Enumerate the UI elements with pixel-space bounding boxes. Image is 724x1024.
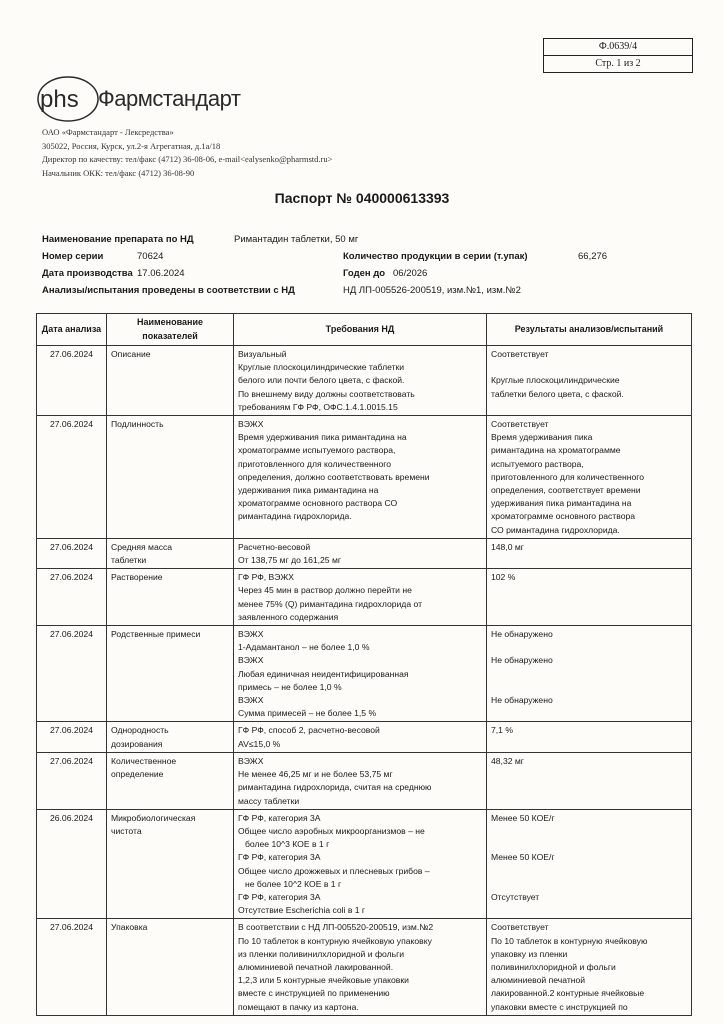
nd-requirement-line: По внешнему виду должны соответствовать (238, 388, 415, 399)
indicator-name-line: Растворение (111, 572, 163, 583)
test-result (487, 809, 692, 919)
nd-requirement (234, 416, 487, 539)
indicator-name (107, 416, 234, 539)
analysis-date: 27.06.2024 (37, 919, 107, 1015)
analysis-date: 27.06.2024 (37, 752, 107, 809)
company-address: 305022, Россия, Курск, ул.2-я Агрегатная, д.1а/18 (42, 140, 221, 151)
expiry-label: Годен до (343, 268, 386, 279)
quality-director-contact: Директор по качеству: тел/факс (4712) 36-08-06, e-mail<ealysenko@pharmstd.ru> (42, 154, 333, 164)
test-result-line: Менее 50 КОЕ/г (491, 812, 555, 823)
table-row (37, 569, 692, 626)
analysis-date: 27.06.2024 (37, 346, 107, 416)
test-result-line: Не обнаружено (491, 695, 553, 706)
test-result-line: упаковки вместе с инструкцией по (491, 1001, 628, 1012)
page-title: Паспорт № 040000613393 (274, 190, 450, 206)
indicator-name-line: Количественное (111, 755, 177, 766)
nd-requirement-line: Любая единичная неидентифицированная (238, 668, 409, 679)
nd-requirement-line: AV≤15,0 % (238, 738, 281, 749)
nd-requirement-line: В соответствии с НД ЛП-005520-200519, изм.№2 (238, 922, 434, 933)
indicator-name-line: Упаковка (111, 922, 148, 933)
indicator-name (107, 626, 234, 722)
analysis-date: 27.06.2024 (37, 722, 107, 752)
nd-requirement-line: хроматограмме испытуемого раствора, (238, 445, 396, 456)
test-result-line: Не обнаружено (491, 655, 553, 666)
indicator-name-line: Подлинность (111, 419, 164, 430)
indicator-name-line: дозирования (111, 738, 163, 749)
test-result-line: 148,0 мг (491, 541, 524, 552)
nd-requirement-line: Время удерживания пика римантадина на (238, 432, 407, 443)
indicator-name-line: Описание (111, 349, 151, 359)
header-results: Результаты анализов/испытаний (487, 314, 692, 346)
nd-requirement-line: менее 75% (Q) римантадина гидрохлорида от (238, 598, 423, 609)
table-row (37, 919, 692, 1015)
logo-name: Фармстандарт (98, 86, 241, 111)
table-header-row (37, 314, 692, 346)
nd-requirement-line: ВЭЖХ (238, 419, 264, 430)
test-result (487, 538, 692, 568)
nd-requirement-line: От 138,75 мг до 161,25 мг (238, 555, 342, 566)
nd-requirement-line: ГФ РФ, категория 3А (238, 812, 321, 823)
test-result-line: Соответствует (491, 349, 549, 359)
test-result (487, 346, 692, 416)
indicator-name (107, 919, 234, 1015)
logo-mark: phs (40, 86, 79, 113)
nd-requirement-line: более 10^3 КОЕ в 1 г (245, 839, 330, 850)
okk-head-contact: Начальник ОКК: тел/факс (4712) 36-08-90 (42, 167, 195, 178)
test-result-line: римантадина на хроматограмме (491, 445, 621, 456)
indicator-name (107, 569, 234, 626)
nd-requirement (234, 809, 487, 919)
series-value: 70624 (137, 251, 164, 262)
nd-label: Анализы/испытания проведены в соответствии с НД (42, 285, 295, 296)
nd-requirement-line: приготовленного для количественного (238, 458, 391, 469)
indicator-name (107, 346, 234, 416)
table-row (37, 538, 692, 568)
nd-requirement-line: массу таблетки (238, 795, 300, 806)
nd-requirement-line: вместе с инструкцией по применению (238, 988, 390, 999)
nd-requirement-line: удерживания пика римантадина на (238, 485, 379, 496)
nd-requirement-line: Через 45 мин в раствор должно перейти не (238, 585, 412, 596)
test-result-line: испытуемого раствора, (491, 458, 584, 469)
header-date: Дата анализа (37, 314, 107, 346)
test-result-line: упаковку из пленки (491, 948, 568, 959)
page-number: Стр. 1 из 2 (544, 55, 692, 72)
indicator-name (107, 809, 234, 919)
indicator-name-line: Однородность (111, 725, 169, 736)
test-result-line: поливинилхлоридной и фольги (491, 961, 616, 972)
test-result-line (491, 825, 687, 838)
nd-requirement-line: из пленки поливинилхлоридной и фольги (238, 948, 405, 959)
nd-requirement-line: римантадина гидрохлорида, считая на среднюю (238, 782, 432, 793)
production-label: Дата производства (42, 268, 133, 279)
nd-requirement (234, 626, 487, 722)
nd-requirement-line: 1-Адамантанол – не более 1,0 % (238, 642, 370, 653)
form-code-box (543, 38, 693, 73)
nd-requirement-line: ГФ РФ, способ 2, расчетно-весовой (238, 725, 380, 736)
analysis-date: 27.06.2024 (37, 569, 107, 626)
nd-requirement-line: белого или почти белого цвета, с фаской. (238, 375, 405, 386)
test-result-line (491, 864, 687, 877)
indicator-name-line: определение (111, 769, 164, 780)
test-result-line (491, 361, 687, 374)
table-row (37, 416, 692, 539)
indicator-name-line: чистота (111, 825, 142, 836)
company-info (42, 126, 332, 180)
production-value: 17.06.2024 (137, 268, 185, 279)
indicator-name-line: Средняя масса (111, 541, 173, 552)
nd-requirement-line: Общее число дрожжевых и плесневых грибов – (238, 865, 430, 876)
test-result-line: определения, соответствует времени (491, 485, 641, 496)
series-label: Номер серии (42, 251, 104, 262)
nd-requirement (234, 752, 487, 809)
test-result-line: Время удерживания пика (491, 432, 593, 443)
nd-requirement (234, 538, 487, 568)
drug-value: Римантадин таблетки, 50 мг (234, 234, 359, 245)
nd-requirement-line: Не менее 46,25 мг и не более 53,75 мг (238, 769, 393, 780)
test-result (487, 722, 692, 752)
indicator-name-line: Родственные примеси (111, 629, 201, 640)
test-result-line: приготовленного для количественного (491, 471, 644, 482)
test-result-line (491, 878, 687, 891)
nd-requirement (234, 919, 487, 1015)
test-result-line: алюминиевой печатной (491, 975, 586, 986)
nd-requirement-line: ГФ РФ, категория 3А (238, 891, 321, 902)
test-result-line: лакированной.2 контурные ячейковые (491, 988, 645, 999)
test-result (487, 626, 692, 722)
nd-requirement-line: заявленного содержания (238, 611, 339, 622)
nd-requirement-line: ВЭЖХ (238, 755, 264, 766)
phs-logo-icon (36, 74, 100, 124)
nd-value: НД ЛП-005526-200519, изм.№1, изм.№2 (343, 285, 521, 296)
test-result-line: 48,32 мг (491, 755, 524, 766)
test-result-line (491, 641, 687, 654)
nd-requirement-line: хроматограмме основного раствора СО (238, 498, 398, 509)
header-name: Наименование показателей (107, 314, 234, 346)
quantity-value: 66,276 (578, 251, 608, 262)
analysis-date: 27.06.2024 (37, 626, 107, 722)
nd-requirement-line: Визуальный (238, 349, 287, 359)
form-code: Ф.0639/4 (598, 41, 638, 52)
table-row (37, 626, 692, 722)
test-result-line: СО римантадина гидрохлорида. (491, 524, 620, 535)
nd-requirement-line: Круглые плоскоцилиндрические таблетки (238, 362, 405, 373)
table-row (37, 752, 692, 809)
company-name: ОАО «Фармстандарт - Лексредства» (42, 127, 174, 137)
analysis-date: 26.06.2024 (37, 809, 107, 919)
nd-requirement-line: алюминиевой печатной лакированной. (238, 961, 394, 972)
test-result-line: По 10 таблеток в контурную ячейковую (491, 935, 648, 946)
nd-requirement-line: Общее число аэробных микроорганизмов – не (238, 825, 425, 836)
nd-requirement-line: не более 10^2 КОЕ в 1 г (245, 878, 342, 889)
analysis-table (36, 313, 692, 1016)
nd-requirement-line: По 10 таблеток в контурную ячейковую упаковку (238, 935, 432, 946)
nd-requirement-line: Расчетно-весовой (238, 541, 311, 552)
test-result (487, 919, 692, 1015)
test-result-line: Не обнаружено (491, 629, 553, 640)
table-row (37, 722, 692, 752)
nd-requirement-line: определения, должно соответствовать времени (238, 471, 430, 482)
test-result-line: Менее 50 КОЕ/г (491, 852, 555, 863)
header-requirements: Требования НД (234, 314, 487, 346)
test-result-line: Отсутствует (491, 891, 540, 902)
test-result-line (491, 838, 687, 851)
expiry-value: 06/2026 (393, 268, 428, 279)
nd-requirement-line: римантадина гидрохлорида. (238, 511, 352, 522)
test-result-line: удерживания пика римантадина на (491, 498, 632, 509)
test-result-line: 7,1 % (491, 725, 513, 736)
nd-requirement-line: ГФ РФ, категория 3А (238, 852, 321, 863)
indicator-name (107, 538, 234, 568)
nd-requirement-line: ВЭЖХ (238, 629, 264, 640)
nd-requirement-line: помещают в пачку из картона. (238, 1001, 359, 1012)
analysis-date: 27.06.2024 (37, 538, 107, 568)
quantity-label: Количество продукции в серии (т.упак) (343, 251, 528, 262)
indicator-name (107, 752, 234, 809)
nd-requirement-line: требованиям ГФ РФ, ОФС.1.4.1.0015.15 (238, 401, 398, 412)
nd-requirement-line: ВЭЖХ (238, 655, 264, 666)
test-result (487, 416, 692, 539)
table-row (37, 809, 692, 919)
test-result-line: Соответствует (491, 922, 549, 933)
test-result-line: таблетки белого цвета, с фаской. (491, 388, 624, 399)
nd-requirement (234, 346, 487, 416)
indicator-name-line: Микробиологическая (111, 812, 196, 823)
test-result-line: Круглые плоскоцилиндрические (491, 375, 620, 386)
test-result-line: 102 % (491, 572, 516, 583)
indicator-name-line: таблетки (111, 555, 147, 566)
drug-label: Наименование препарата по НД (42, 234, 194, 245)
nd-requirement (234, 569, 487, 626)
nd-requirement-line: Сумма примесей – не более 1,5 % (238, 708, 377, 719)
indicator-name (107, 722, 234, 752)
company-logo (36, 74, 240, 124)
table-row (37, 346, 692, 416)
analysis-date: 27.06.2024 (37, 416, 107, 539)
test-result (487, 569, 692, 626)
test-result (487, 752, 692, 809)
nd-requirement-line: примесь – не более 1,0 % (238, 681, 342, 692)
nd-requirement-line: ГФ РФ, ВЭЖХ (238, 572, 294, 583)
test-result-line (491, 681, 687, 694)
test-result-line: хроматограмме основного раствора (491, 511, 636, 522)
test-result-line: Соответствует (491, 419, 549, 430)
nd-requirement-line: Отсутствие Escherichia coli в 1 г (238, 905, 366, 916)
test-result-line (491, 668, 687, 681)
nd-requirement-line: 1,2,3 или 5 контурные ячейковые упаковки (238, 975, 409, 986)
nd-requirement (234, 722, 487, 752)
nd-requirement-line: ВЭЖХ (238, 695, 264, 706)
